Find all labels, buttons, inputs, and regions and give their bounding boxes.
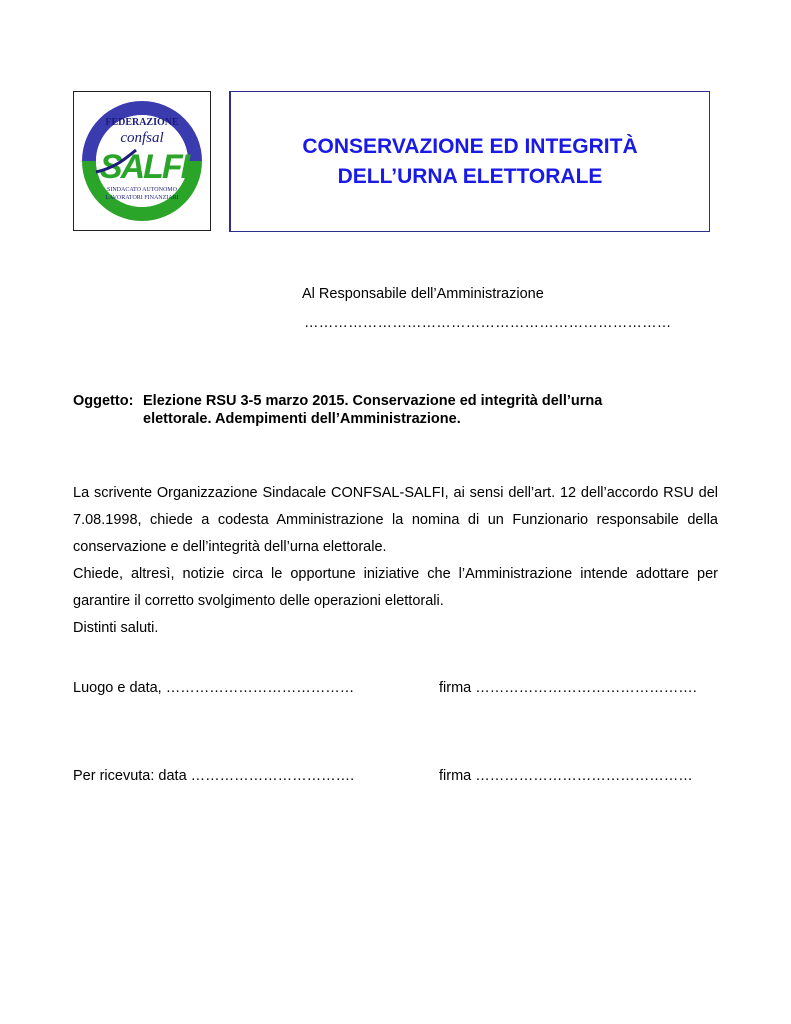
title-box	[229, 91, 710, 232]
svg-text:SALFI: SALFI	[99, 148, 189, 186]
closing-line: Distinti saluti.	[73, 620, 159, 636]
signature-line-2: firma ………………………………………	[439, 768, 693, 784]
subject-line-2: elettorale. Adempimenti dell’Amministrazione.	[143, 411, 461, 427]
svg-text:LAVORATORI FINANZIARI: LAVORATORI FINANZIARI	[105, 195, 179, 201]
body-paragraph-1: La scrivente Organizzazione Sindacale CONFSAL-SALFI, ai sensi dell’art. 12 dell’accordo RSU del 7.08.1998, chiede a codesta Amministrazione la nomina di un Funzionario responsabile della conservazione e dell’integrità dell’urna elettorale.	[73, 485, 718, 555]
letter-body	[73, 480, 718, 642]
recipient-label: Al Responsabile dell’Amministrazione	[302, 286, 544, 302]
subject-text	[143, 392, 643, 428]
subject-label: Oggetto:	[73, 393, 134, 409]
confsal-salfi-logo-icon	[74, 92, 210, 230]
svg-text:confsal: confsal	[120, 130, 164, 146]
svg-text:FEDERAZIONE: FEDERAZIONE	[105, 117, 179, 128]
document-title-line-1: CONSERVAZIONE ED INTEGRITÀ	[302, 134, 638, 158]
svg-text:SINDACATO AUTONOMO: SINDACATO AUTONOMO	[107, 187, 177, 193]
body-paragraph-2: Chiede, altresì, notizie circa le opportune iniziative che l’Amministrazione intende adottare per garantire il corretto svolgimento delle operazioni elettorali.	[73, 566, 718, 609]
receipt-date-line: Per ricevuta: data …………………………….	[73, 768, 355, 784]
recipient-dots: …………………………………………………………………	[304, 315, 672, 331]
signature-line-1: firma ……………………………………….	[439, 680, 697, 696]
subject-line-1: Elezione RSU 3-5 marzo 2015. Conservazione ed integrità dell’urna	[143, 393, 603, 409]
place-date-line: Luogo e data, …………………………………	[73, 680, 355, 696]
logo	[73, 91, 211, 231]
document-title-line-2: DELL’URNA ELETTORALE	[337, 164, 603, 188]
